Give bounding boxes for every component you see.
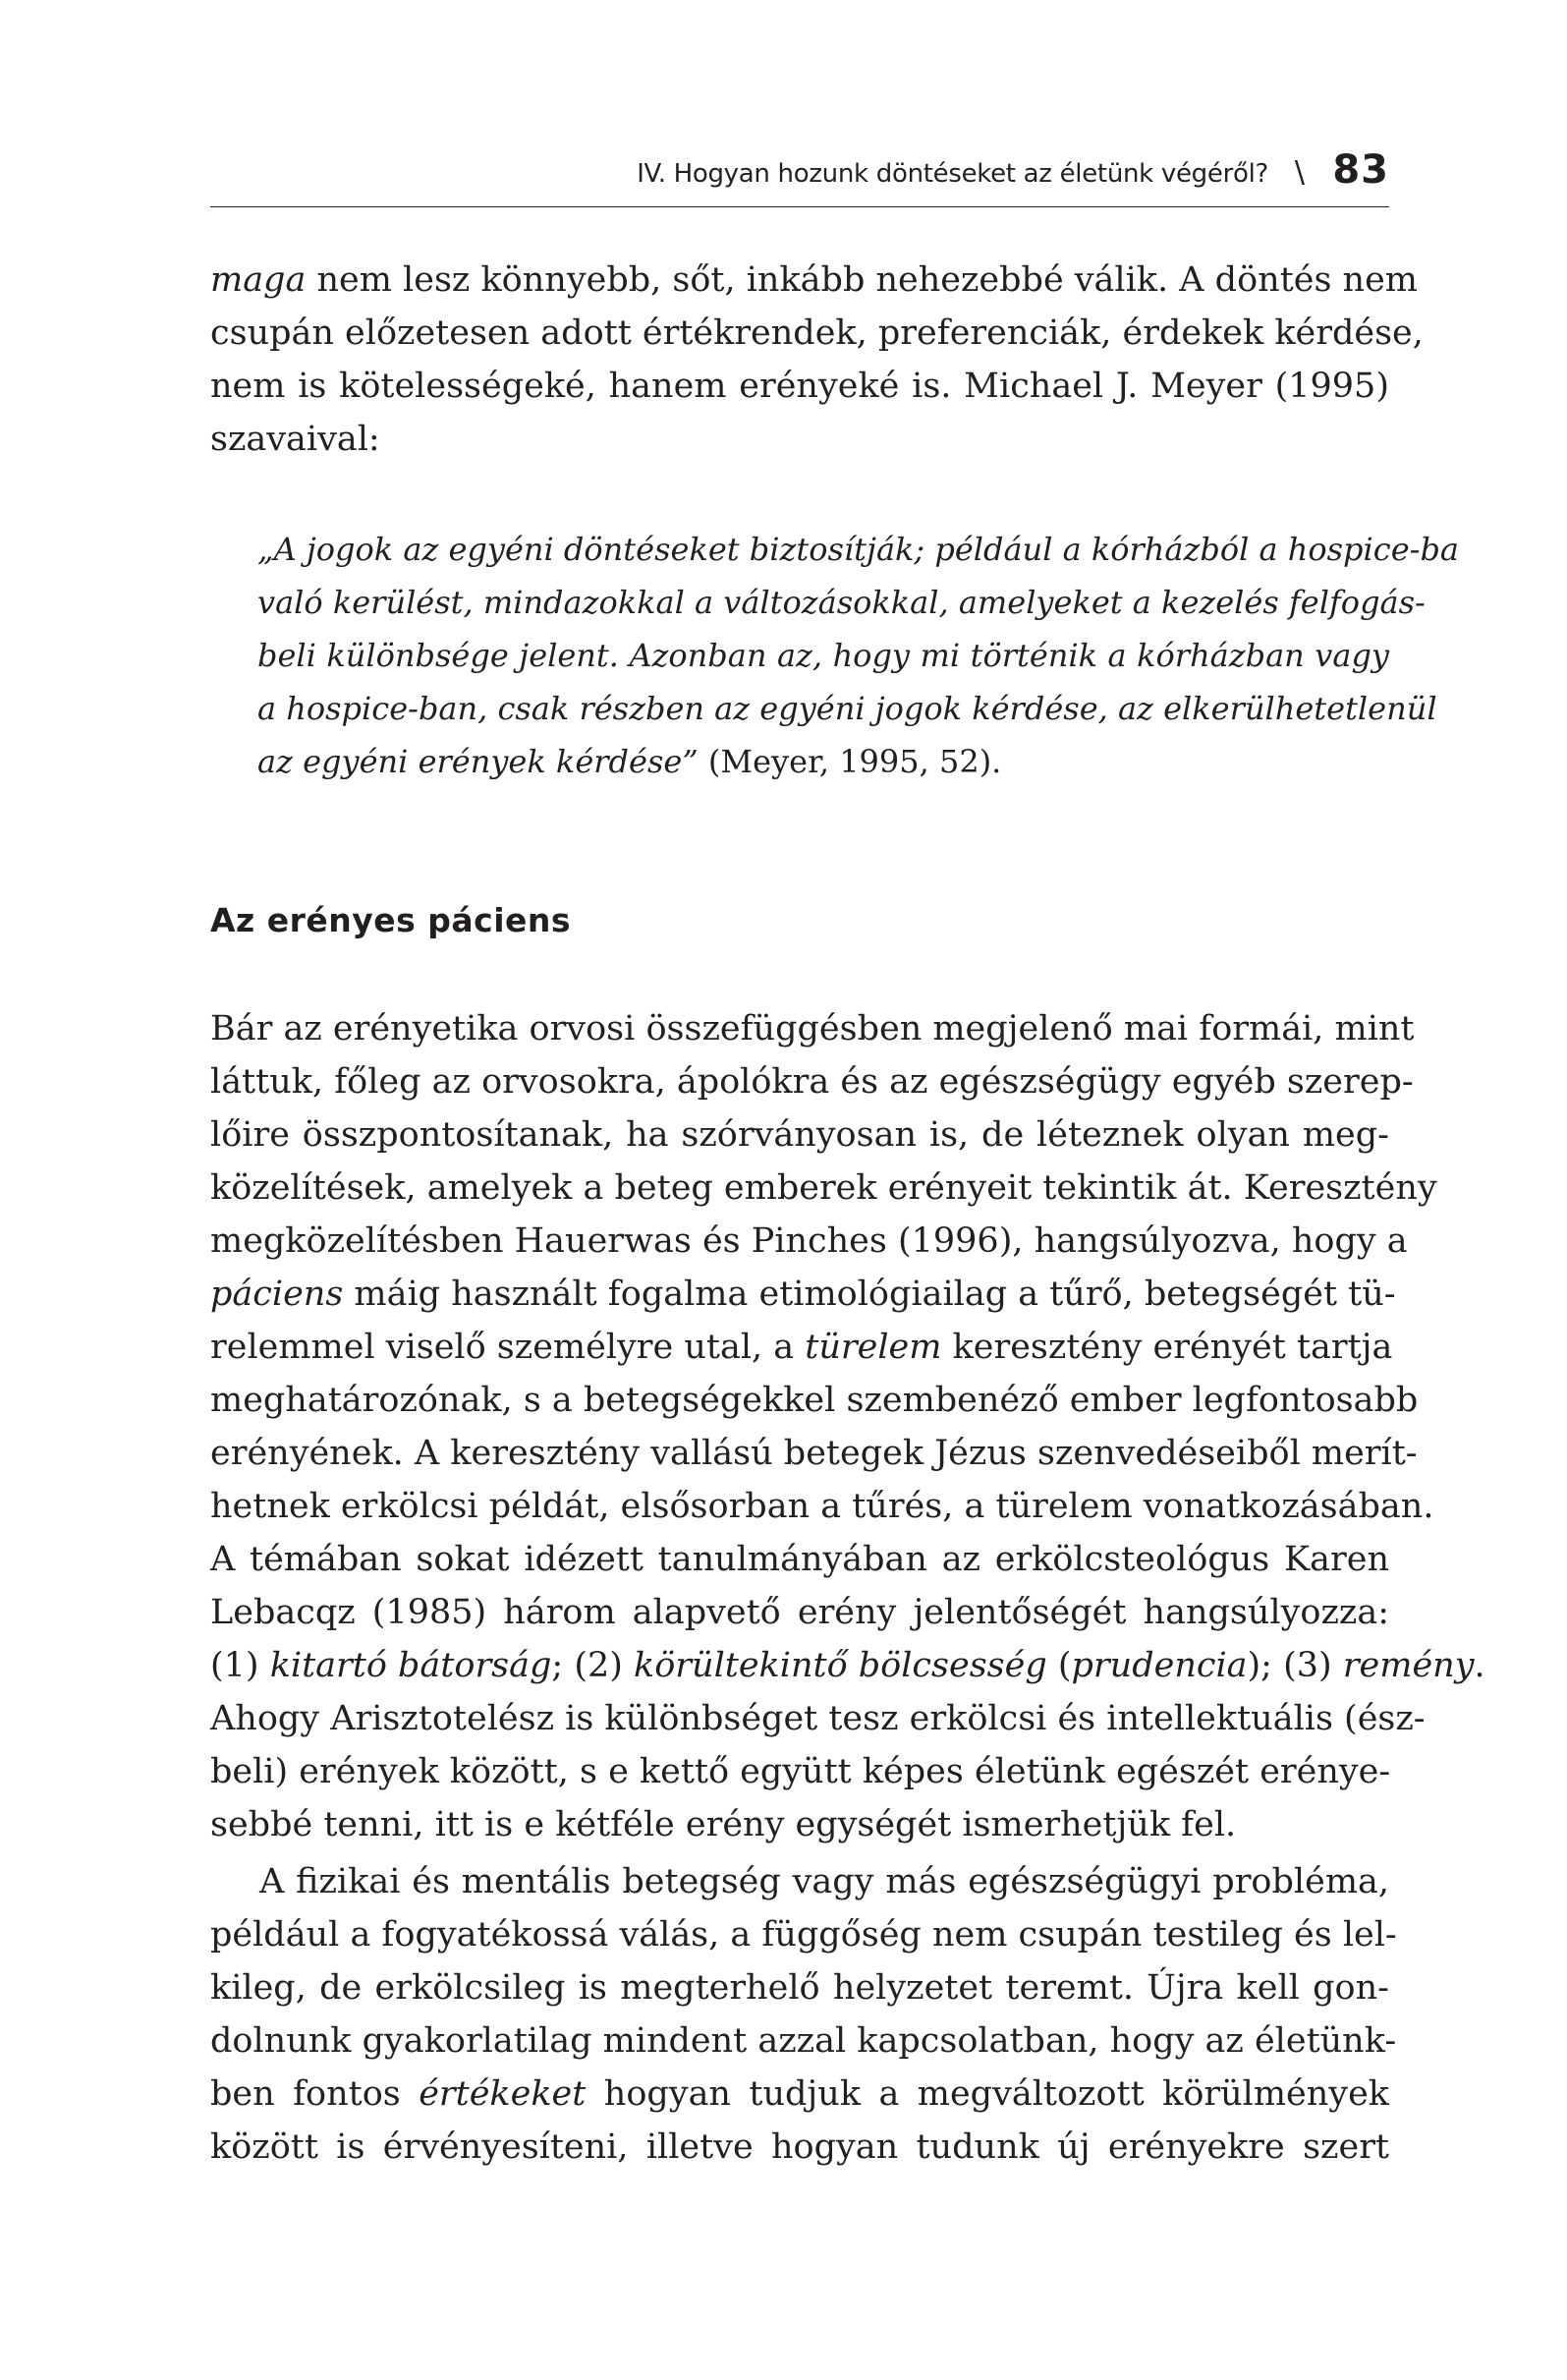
text-line: sebbé tenni, itt is e kétféle erény egységét ismerhetjük fel. xyxy=(210,1805,1237,1844)
text-line: hetnek erkölcsi példát, elsősorban a tűrés, a türelem vonatkozásában. xyxy=(210,1487,1434,1526)
text-line: Lebacqz (1985) három alapvető erény jelentőségét hangsúlyozza: xyxy=(210,1593,1389,1632)
text-line: páciens máig használt fogalma etimológiailag a tűrő, betegségét tü- xyxy=(210,1275,1396,1314)
text-line: ben fontos értékeket hogyan tudjuk a megváltozott körülmények xyxy=(210,2074,1390,2114)
running-head-title: IV. Hogyan hozunk döntéseket az életünk végéről? xyxy=(637,159,1268,189)
italic-word: páciens xyxy=(210,1275,344,1314)
text-line: például a fogyatékossá válás, a függőség nem csupán testileg és lel- xyxy=(210,1915,1397,1955)
text-line: megközelítésben Hauerwas és Pinches (1996), hangsúlyozva, hogy a xyxy=(210,1221,1408,1261)
running-head-separator: \ xyxy=(1294,155,1305,190)
text-line: (1) kitartó bátorság; (2) körültekintő bölcsesség (prudencia); (3) remény. xyxy=(210,1646,1485,1685)
text-line: dolnunk gyakorlatilag mindent azzal kapcsolatban, hogy az életünk- xyxy=(210,2021,1397,2061)
quote-line: „A jogok az egyéni döntéseket biztosítják; például a kórházból a hospice-ba xyxy=(257,531,1459,568)
running-head xyxy=(210,138,1389,207)
text-line: meghatározónak, s a betegségekkel szembenéző ember legfontosabb xyxy=(210,1381,1419,1420)
italic-word: maga xyxy=(210,260,307,300)
quote-line: a hospice-ban, csak részben az egyéni jogok kérdése, az elkerülhetetlenül xyxy=(257,690,1437,727)
text-line: relemmel viselő személyre utal, a türelem keresztény erényét tartja xyxy=(210,1328,1393,1367)
quote-end: az egyéni erények kérdése” xyxy=(257,743,699,780)
text-line: Ahogy Arisztotelész is különbséget tesz erkölcsi és intellektuális (ész- xyxy=(210,1699,1426,1738)
text-line: csupán előzetesen adott értékrendek, preferenciák, érdekek kérdése, xyxy=(210,313,1424,353)
italic-word: türelem xyxy=(805,1328,942,1367)
text-line: erényének. A keresztény vallású betegek Jézus szenvedéseiből merít- xyxy=(210,1434,1418,1473)
text-line: közelítések, amelyek a beteg emberek erényeit tekintik át. Keresztény xyxy=(210,1168,1437,1208)
text-line: A témában sokat idézett tanulmányában az erkölcsteológus Karen xyxy=(210,1540,1389,1579)
block-quote xyxy=(257,523,1459,788)
text-line: nem is kötelességeké, hanem erényeké is. Michael J. Meyer (1995) xyxy=(210,367,1389,406)
text-line: kileg, de erkölcsileg is megterhelő helyzetet teremt. Újra kell gon- xyxy=(210,1968,1389,2008)
intro-paragraph xyxy=(210,254,1424,466)
quote-line xyxy=(257,735,1389,788)
text-line: A fizikai és mentális betegség vagy más egészségügyi probléma, xyxy=(259,1862,1389,1901)
italic-word: értékeket xyxy=(419,2074,587,2114)
page-number: 83 xyxy=(1332,147,1389,193)
text-line: lőire összpontosítanak, ha szórványosan is, de léteznek olyan meg- xyxy=(210,1115,1389,1155)
section-heading: Az erényes páciens xyxy=(210,901,572,939)
text-line: maga nem lesz könnyebb, sőt, inkább nehezebbé válik. A döntés nem xyxy=(210,260,1418,300)
quote-line: beli különbsége jelent. Azonban az, hogy mi történik a kórházban vagy xyxy=(257,637,1389,674)
quote-citation: (Meyer, 1995, 52). xyxy=(698,743,1002,780)
paragraph-illness-burden xyxy=(210,1855,1397,2174)
text-line: szavaival: xyxy=(210,420,380,459)
quote-line: való kerülést, mindazokkal a változásokkal, amelyeket a kezelés felfogás- xyxy=(257,584,1426,621)
text-line: között is érvényesíteni, illetve hogyan tudunk új erényekre szert xyxy=(210,2127,1389,2167)
text-line: beli) erények között, s e kettő együtt képes életünk egészét erénye- xyxy=(210,1752,1391,1791)
paragraph-virtuous-patient xyxy=(210,1002,1485,1851)
text-line: láttuk, főleg az orvosokra, ápolókra és az egészségügy egyéb szerep- xyxy=(210,1062,1414,1102)
text-line: Bár az erényetika orvosi összefüggésben megjelenő mai formái, mint xyxy=(210,1009,1415,1048)
